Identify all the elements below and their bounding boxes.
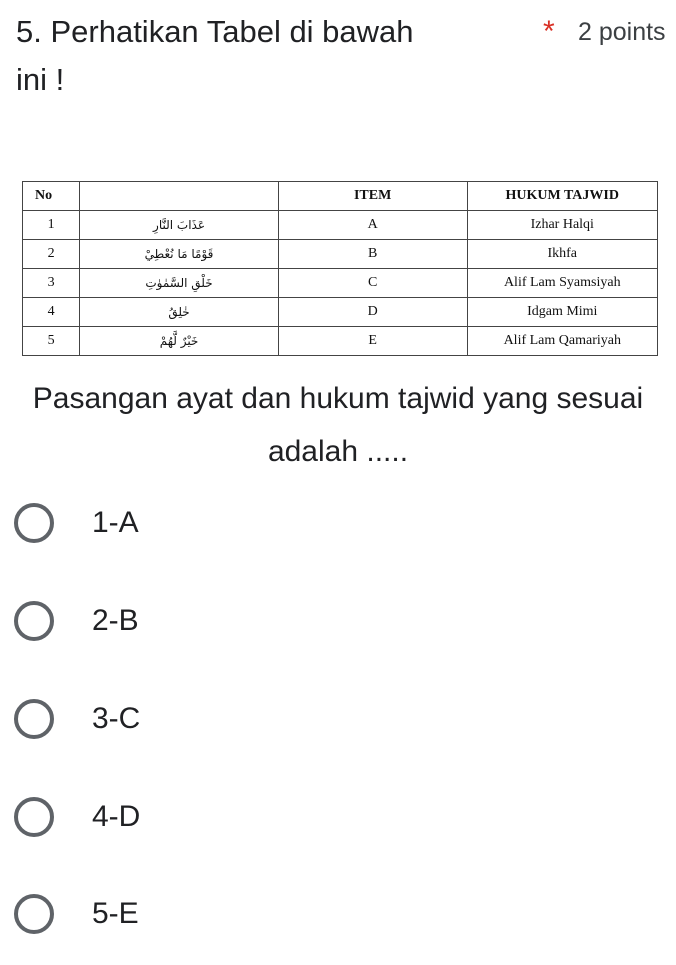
option-label[interactable]: 1-A	[92, 506, 139, 539]
row-number: 2	[23, 240, 80, 269]
row-number: 1	[23, 211, 80, 240]
row-item: E	[278, 327, 467, 356]
row-ayat: قَوْمًا مَا نُعْطِيْ	[80, 240, 278, 269]
column-header-item: ITEM	[278, 182, 467, 211]
table-row	[23, 269, 658, 298]
option-4-d[interactable]	[14, 797, 314, 847]
points-label: 2 points	[578, 18, 666, 46]
table-header-row	[23, 182, 658, 211]
question-prompt: Pasangan ayat dan hukum tajwid yang sesuai adalah .....	[32, 382, 644, 468]
option-label[interactable]: 2-B	[92, 604, 139, 637]
row-item: A	[278, 211, 467, 240]
column-header-hukum-tajwid: HUKUM TAJWID	[467, 182, 657, 211]
row-hukum: Idgam Mimi	[467, 298, 657, 327]
option-label[interactable]: 3-C	[92, 702, 141, 735]
row-hukum: Alif Lam Syamsiyah	[467, 269, 657, 298]
row-hukum: Izhar Halqi	[467, 211, 657, 240]
row-item: C	[278, 269, 467, 298]
row-number: 3	[23, 269, 80, 298]
column-header-ayat	[80, 182, 278, 211]
radio-button[interactable]	[14, 797, 54, 837]
row-hukum: Alif Lam Qamariyah	[467, 327, 657, 356]
option-1-a[interactable]	[14, 503, 314, 553]
radio-button[interactable]	[14, 601, 54, 641]
radio-button[interactable]	[14, 894, 54, 934]
table-row	[23, 211, 658, 240]
option-label[interactable]: 5-E	[92, 897, 139, 930]
option-2-b[interactable]	[14, 601, 314, 651]
option-label[interactable]: 4-D	[92, 800, 141, 833]
radio-button[interactable]	[14, 699, 54, 739]
required-marker: *	[543, 15, 555, 48]
row-hukum: Ikhfa	[467, 240, 657, 269]
tajwid-table	[22, 181, 658, 356]
question-header	[16, 8, 676, 128]
option-3-c[interactable]	[14, 699, 314, 749]
row-item: B	[278, 240, 467, 269]
radio-button[interactable]	[14, 503, 54, 543]
column-header-no: No	[23, 182, 80, 211]
option-5-e[interactable]	[14, 894, 314, 944]
table-row	[23, 298, 658, 327]
question-title: 5. Perhatikan Tabel di bawah ini !	[16, 14, 414, 97]
row-ayat: عَذَابَ النَّارِ	[80, 211, 278, 240]
row-item: D	[278, 298, 467, 327]
row-ayat: خَيْرٌ لَّهُمْ	[80, 327, 278, 356]
row-number: 5	[23, 327, 80, 356]
row-ayat: خَلْقِ السَّمٰوٰتِ	[80, 269, 278, 298]
row-number: 4	[23, 298, 80, 327]
table-row	[23, 240, 658, 269]
row-ayat: خٰلِقُ	[80, 298, 278, 327]
table-row	[23, 327, 658, 356]
